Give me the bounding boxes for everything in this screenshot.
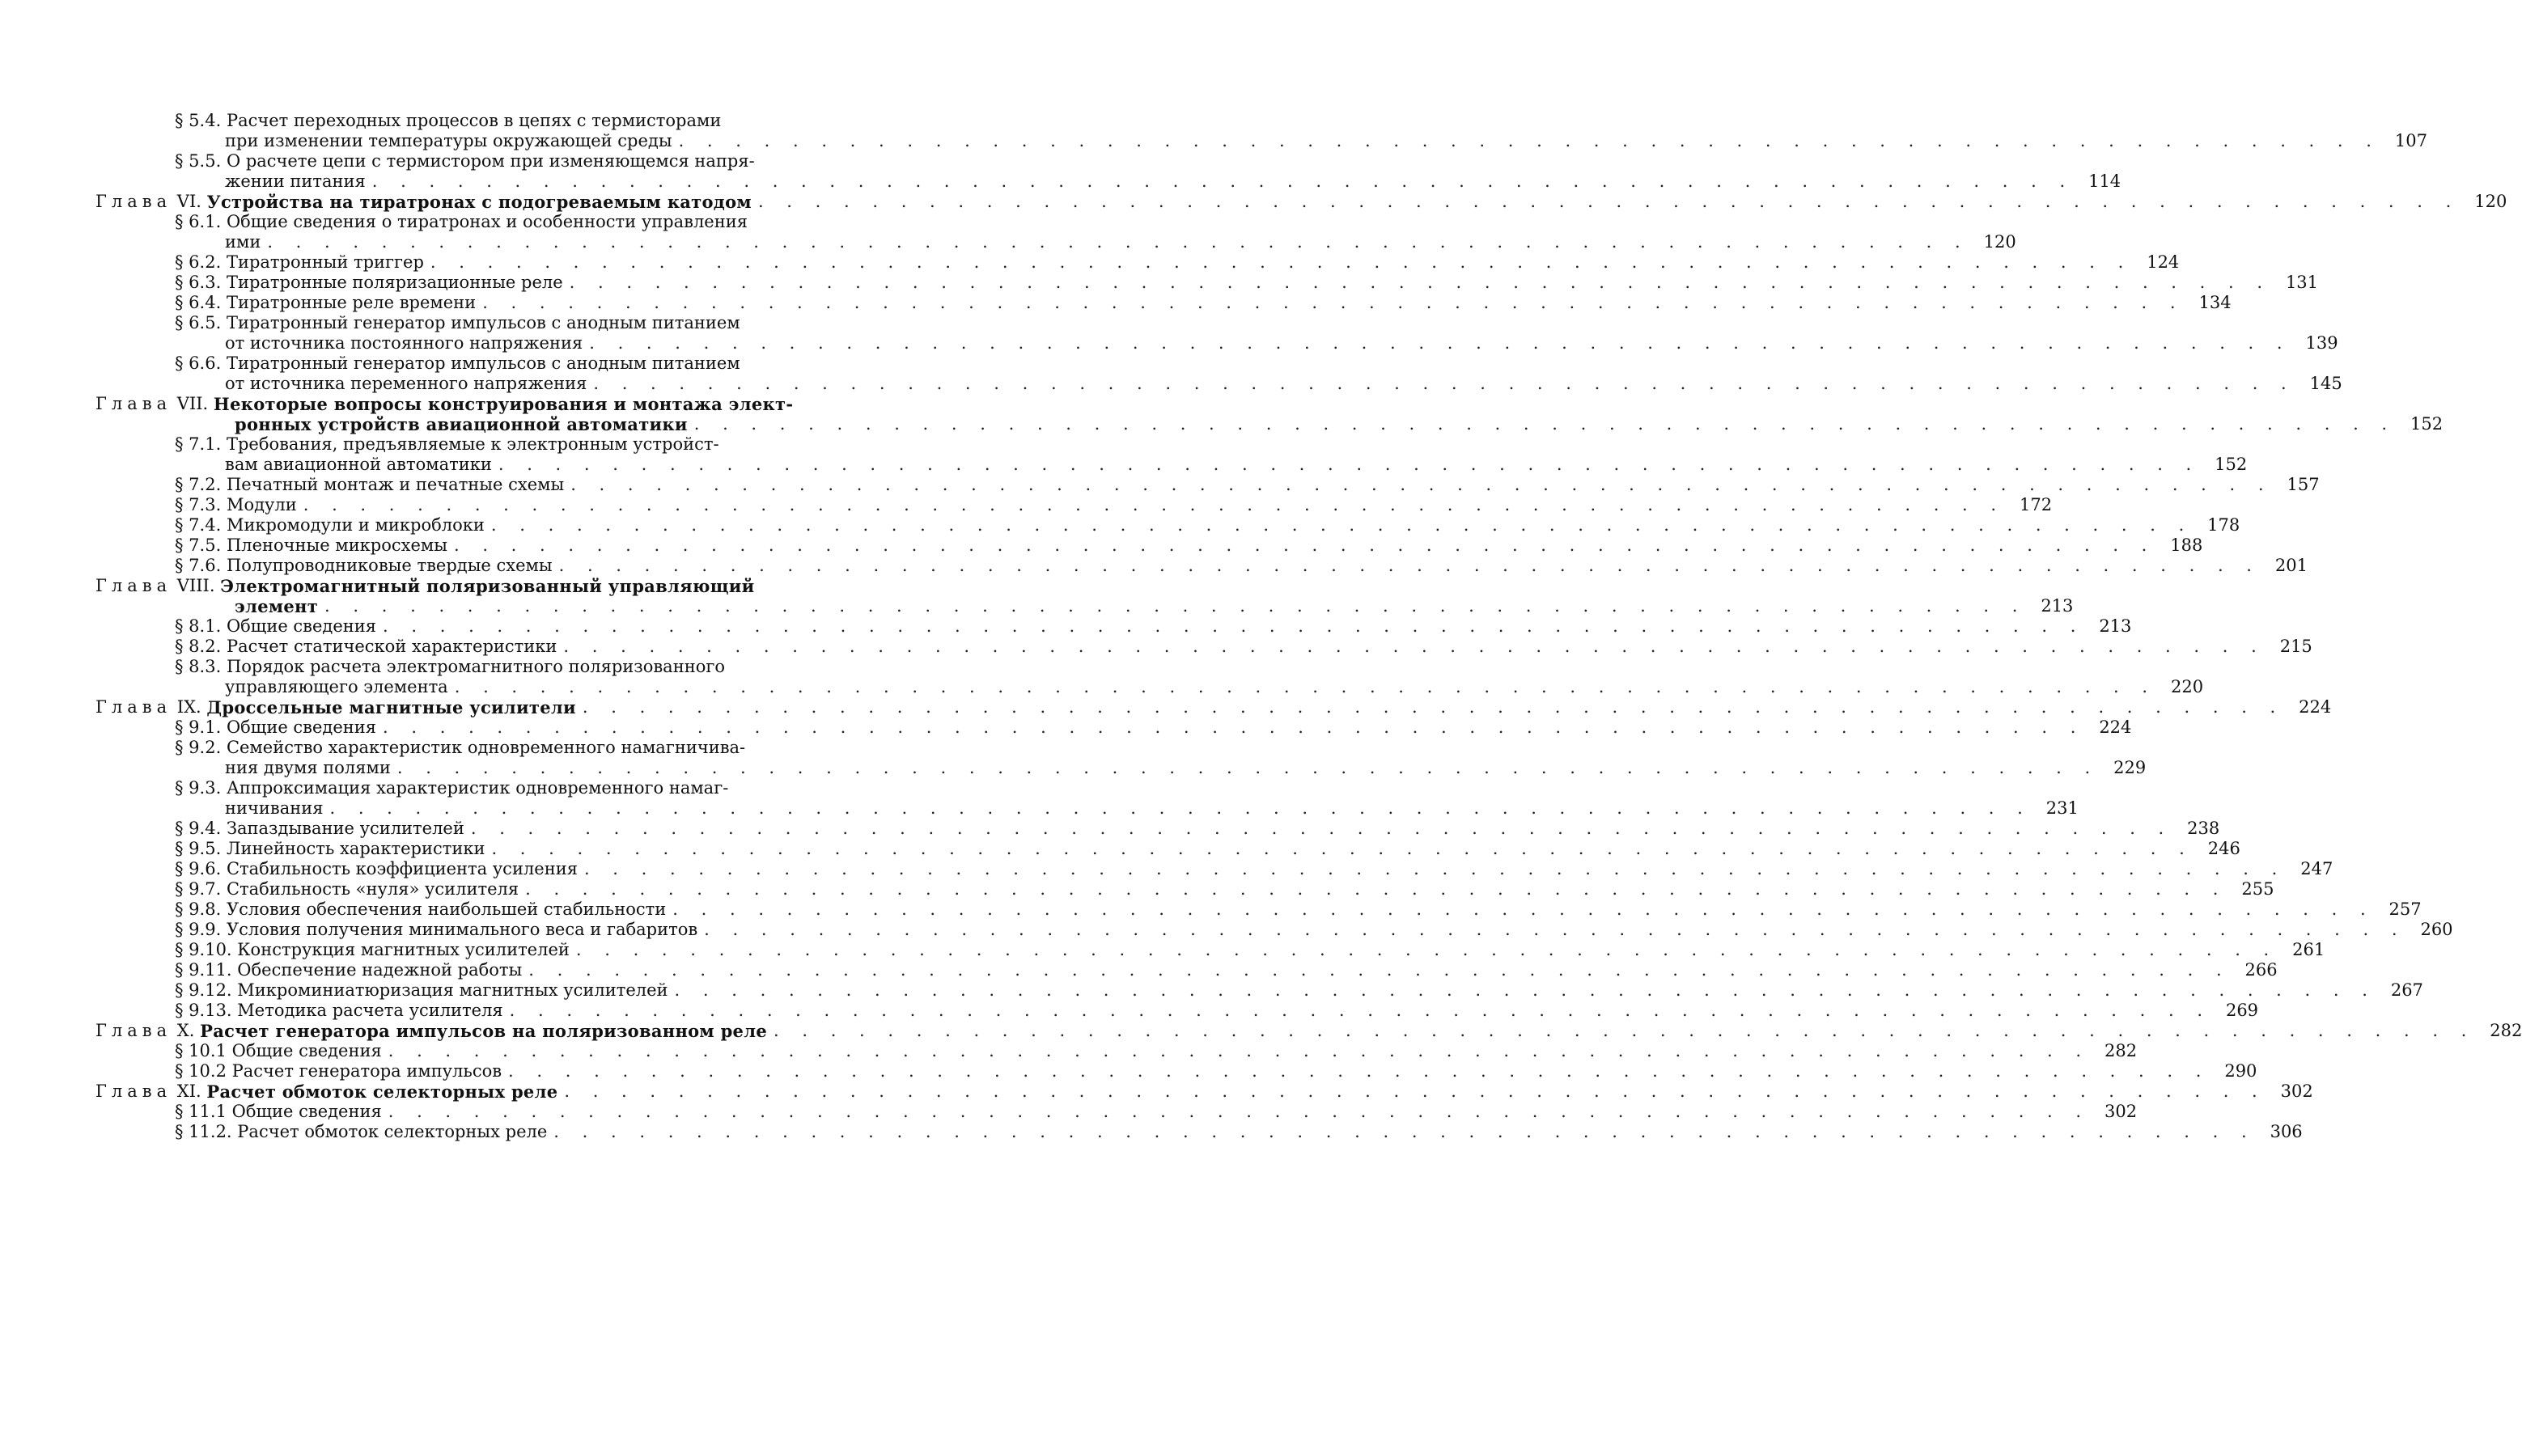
section-number: § 10.2 (175, 1061, 227, 1081)
page-number: 131 (2285, 273, 2319, 292)
section-entry (95, 353, 840, 374)
section-entry (95, 899, 2422, 920)
page-number: 267 (2390, 980, 2423, 1000)
section-title: Общие сведения (226, 616, 377, 636)
entry-continuation (95, 171, 2121, 192)
section-title: Полупроводниковые твердые схемы (226, 556, 553, 575)
entry-continuation (95, 758, 2147, 778)
chapter-title: Устройства на тиратронах с подогреваемым катодом (206, 192, 752, 212)
page-number: 290 (2224, 1061, 2257, 1081)
section-number: § 9.11. (175, 960, 232, 980)
chapter-title: ронных устройств авиационной автоматики (235, 414, 688, 434)
section-title: ими (225, 232, 261, 252)
page-number: 266 (2244, 960, 2278, 980)
section-title: Пленочные микросхемы (226, 535, 447, 555)
page-number: 224 (2299, 697, 2332, 717)
section-entry (95, 1061, 2257, 1081)
section-title: Печатный монтаж и печатные схемы (226, 475, 565, 494)
section-title: от источника постоянного напряжения (225, 333, 583, 353)
section-title: Семейство характеристик одновременного намагничива- (226, 738, 746, 757)
chapter-entry (95, 394, 840, 414)
section-title: ничивания (225, 798, 324, 818)
chapter-number: VI. (176, 192, 201, 211)
entry-continuation (95, 333, 2338, 353)
dot-leader: . . . . . . . . . . . . . . . . . . . . . . . . . . . . . . . . . . . . . . . . . . . . . . . . . . . . . . . . . . . . (704, 920, 2406, 939)
entry-continuation (95, 677, 2204, 697)
dot-leader: . . . . . . . . . . . . . . . . . . . . . . . . . . . . . . . . . . . . . . . . . . . . . . . . . . . . . . . . . . . . (570, 475, 2273, 494)
page-number: 302 (2104, 1102, 2138, 1121)
dot-leader: . . . . . . . . . . . . . . . . . . . . . . . . . . . . . . . . . . . . . . . . . . . . . . . . . . . . . . . . . . . . (569, 273, 2272, 292)
page-number: 172 (2020, 495, 2053, 514)
section-entry (95, 859, 2333, 879)
dot-leader: . . . . . . . . . . . . . . . . . . . . . . . . . . . . . . . . . . . . . . . . . . . . . . . . . . . . . . . . . . . . (553, 1122, 2256, 1141)
entry-continuation (95, 131, 2427, 151)
section-entry (95, 475, 2320, 495)
section-number: § 7.4. (175, 515, 222, 535)
section-title: Расчет обмоток селекторных реле (237, 1122, 548, 1141)
section-title: Общие сведения (231, 1041, 382, 1060)
section-number: § 9.5. (175, 839, 222, 858)
page-number: 257 (2388, 899, 2422, 919)
section-title: жении питания (225, 171, 366, 191)
dot-leader: . . . . . . . . . . . . . . . . . . . . . . . . . . . . . . . . . . . . . . . . . . . . . . . . . . . . . . . . . . . . (757, 192, 2461, 211)
section-entry (95, 1041, 2138, 1061)
dot-leader: . . . . . . . . . . . . . . . . . . . . . . . . . . . . . . . . . . . . . . . . . . . . . . . . . . . . . . . . . . . . (678, 131, 2380, 150)
section-title: вам авиационной автоматики (225, 455, 492, 474)
chapter-number: IX. (176, 697, 201, 717)
dot-leader: . . . . . . . . . . . . . . . . . . . . . . . . . . . . . . . . . . . . . . . . . . . . . . . . . . . . . . . . . . . . (383, 616, 2085, 636)
page-number: 261 (2292, 940, 2325, 959)
section-title: от источника переменного напряжения (225, 374, 587, 393)
section-title: Микромодули и микроблоки (226, 515, 485, 535)
section-number: § 9.10. (175, 940, 232, 959)
page-number: 213 (2041, 596, 2074, 616)
section-title: Аппроксимация характеристик одновременного намаг- (226, 778, 729, 798)
table-of-contents (95, 111, 2522, 1142)
chapter-entry (95, 1021, 2522, 1041)
section-number: § 5.5. (175, 151, 222, 171)
dot-leader: . . . . . . . . . . . . . . . . . . . . . . . . . . . . . . . . . . . . . . . . . . . . . . . . . . . . . . . . . . . . (430, 252, 2133, 272)
page-number: 255 (2241, 879, 2274, 899)
section-entry (95, 616, 2132, 637)
section-title: Расчет переходных процессов в цепях с термисторами (226, 111, 722, 130)
section-title: при изменении температуры окружающей среды (225, 131, 672, 150)
page-number: 231 (2045, 798, 2079, 818)
chapter-title: Расчет обмоток селекторных реле (206, 1081, 558, 1102)
section-number: § 9.6. (175, 859, 222, 878)
section-number: § 7.2. (175, 475, 222, 494)
entry-continuation (95, 414, 2444, 434)
page-number: 302 (2280, 1081, 2313, 1101)
section-number: § 10.1 (175, 1041, 227, 1060)
page-number: 120 (1983, 232, 2016, 252)
chapter-entry (95, 192, 2507, 212)
chapter-number: VII. (176, 394, 209, 413)
section-entry (95, 313, 840, 333)
page-number: 306 (2270, 1122, 2303, 1141)
section-title: Тиратронный триггер (226, 252, 424, 272)
section-entry (95, 637, 2312, 657)
dot-leader: . . . . . . . . . . . . . . . . . . . . . . . . . . . . . . . . . . . . . . . . . . . . . . . . . . . . . . . . . . . . (470, 819, 2173, 838)
section-number: § 7.1. (175, 434, 222, 454)
section-entry (95, 657, 840, 677)
section-title: Расчет генератора импульсов (231, 1061, 502, 1081)
section-number: § 9.2. (175, 738, 222, 757)
section-entry (95, 717, 2132, 738)
dot-leader: . . . . . . . . . . . . . . . . . . . . . . . . . . . . . . . . . . . . . . . . . . . . . . . . . . . . . . . . . . . . (490, 515, 2194, 535)
entry-continuation (95, 232, 2016, 252)
page-number: 282 (2104, 1041, 2138, 1060)
chapter-word: Глава (95, 576, 172, 595)
section-entry (95, 920, 2453, 940)
page-number: 213 (2099, 616, 2132, 636)
section-number: § 8.1. (175, 616, 222, 636)
section-entry (95, 960, 2278, 980)
dot-leader: . . . . . . . . . . . . . . . . . . . . . . . . . . . . . . . . . . . . . . . . . . . . . . . . . . . . . . . . . . . . (454, 677, 2157, 696)
dot-leader: . . . . . . . . . . . . . . . . . . . . . . . . . . . . . . . . . . . . . . . . . . . . . . . . . . . . . . . . . . . . (396, 758, 2100, 777)
section-entry (95, 1001, 2259, 1021)
dot-leader: . . . . . . . . . . . . . . . . . . . . . . . . . . . . . . . . . . . . . . . . . . . . . . . . . . . . . . . . . . . . (583, 859, 2287, 878)
chapter-number: X. (176, 1021, 195, 1040)
section-entry (95, 212, 840, 232)
entry-continuation (95, 798, 2079, 819)
chapter-word: Глава (95, 697, 172, 717)
section-title: Условия обеспечения наибольшей стабильности (226, 899, 667, 919)
page-number: 282 (2490, 1021, 2522, 1040)
dot-leader: . . . . . . . . . . . . . . . . . . . . . . . . . . . . . . . . . . . . . . . . . . . . . . . . . . . . . . . . . . . . (491, 839, 2194, 858)
page-number: 215 (2279, 637, 2312, 656)
section-title: Тиратронные поляризационные реле (226, 273, 563, 292)
section-title: Общие сведения (226, 717, 377, 737)
chapter-word: Глава (95, 192, 172, 211)
dot-leader: . . . . . . . . . . . . . . . . . . . . . . . . . . . . . . . . . . . . . . . . . . . . . . . . . . . . . . . . . . . . (383, 717, 2085, 737)
page-number: 178 (2207, 515, 2240, 535)
dot-leader: . . . . . . . . . . . . . . . . . . . . . . . . . . . . . . . . . . . . . . . . . . . . . . . . . . . . . . . . . . . . (558, 556, 2261, 575)
page-number: 152 (2215, 455, 2248, 474)
section-title: Порядок расчета электромагнитного поляризованного (226, 657, 725, 676)
section-number: § 9.7. (175, 879, 222, 899)
page-number: 139 (2305, 333, 2338, 353)
page-number: 124 (2147, 252, 2180, 272)
section-title: Стабильность коэффициента усиления (226, 859, 578, 878)
section-title: Общие сведения (231, 1102, 382, 1121)
page-number: 157 (2287, 475, 2320, 494)
page-number: 152 (2410, 414, 2444, 434)
dot-leader: . . . . . . . . . . . . . . . . . . . . . . . . . . . . . . . . . . . . . . . . . . . . . . . . . . . . . . . . . . . . (575, 940, 2278, 959)
dot-leader: . . . . . . . . . . . . . . . . . . . . . . . . . . . . . . . . . . . . . . . . . . . . . . . . . . . . . . . . . . . . (303, 495, 2006, 514)
dot-leader: . . . . . . . . . . . . . . . . . . . . . . . . . . . . . . . . . . . . . . . . . . . . . . . . . . . . . . . . . . . . (589, 333, 2291, 353)
section-entry (95, 495, 2053, 515)
section-number: § 6.2. (175, 252, 222, 272)
section-title: Стабильность «нуля» усилителя (226, 879, 519, 899)
chapter-title: элемент (235, 596, 319, 616)
section-number: § 9.4. (175, 819, 222, 838)
dot-leader: . . . . . . . . . . . . . . . . . . . . . . . . . . . . . . . . . . . . . . . . . . . . . . . . . . . . . . . . . . . . (482, 293, 2185, 312)
section-title: Тиратронные реле времени (226, 293, 477, 312)
page-number: 145 (2309, 374, 2342, 393)
section-number: § 6.5. (175, 313, 222, 332)
chapter-title: Расчет генератора импульсов на поляризованном реле (200, 1021, 767, 1041)
section-number: § 7.5. (175, 535, 222, 555)
page-number: 201 (2274, 556, 2308, 575)
entry-continuation (95, 374, 2342, 394)
page-number: 134 (2198, 293, 2232, 312)
page-number: 220 (2171, 677, 2204, 696)
section-number: § 6.1. (175, 212, 222, 231)
dot-leader: . . . . . . . . . . . . . . . . . . . . . . . . . . . . . . . . . . . . . . . . . . . . . . . . . . . . . . . . . . . . (509, 1001, 2212, 1020)
chapter-title: Электромагнитный поляризованный управляющий (220, 576, 755, 596)
section-entry (95, 980, 2423, 1001)
section-title: Конструкция магнитных усилителей (237, 940, 570, 959)
page-number: 188 (2170, 535, 2203, 555)
dot-leader: . . . . . . . . . . . . . . . . . . . . . . . . . . . . . . . . . . . . . . . . . . . . . . . . . . . . . . . . . . . . (693, 414, 2397, 434)
section-number: § 8.2. (175, 637, 222, 656)
section-number: § 11.2. (175, 1122, 232, 1141)
section-title: Линейность характеристики (226, 839, 485, 858)
section-title: Требования, предъявляемые к электронным устройст- (226, 434, 719, 454)
section-entry (95, 940, 2325, 960)
page-number: 246 (2207, 839, 2240, 858)
section-entry (95, 1102, 2138, 1122)
page-number: 114 (2088, 171, 2121, 191)
section-number: § 9.1. (175, 717, 222, 737)
section-entry (95, 252, 2180, 273)
dot-leader: . . . . . . . . . . . . . . . . . . . . . . . . . . . . . . . . . . . . . . . . . . . . . . . . . . . . . . . . . . . . (388, 1102, 2091, 1121)
section-entry (95, 273, 2319, 293)
section-number: § 11.1 (175, 1102, 227, 1121)
section-title: Тиратронный генератор импульсов с анодным питанием (226, 353, 740, 373)
chapter-entry (95, 1081, 2313, 1102)
section-entry (95, 515, 2240, 535)
section-title: Запаздывание усилителей (226, 819, 464, 838)
entry-continuation (95, 455, 2248, 475)
dot-leader: . . . . . . . . . . . . . . . . . . . . . . . . . . . . . . . . . . . . . . . . . . . . . . . . . . . . . . . . . . . . (329, 798, 2032, 818)
dot-leader: . . . . . . . . . . . . . . . . . . . . . . . . . . . . . . . . . . . . . . . . . . . . . . . . . . . . . . . . . . . . (324, 596, 2027, 616)
section-number: § 9.8. (175, 899, 222, 919)
section-entry (95, 778, 840, 798)
section-number: § 7.3. (175, 495, 222, 514)
section-entry (95, 535, 2203, 556)
section-title: Модули (226, 495, 297, 514)
dot-leader: . . . . . . . . . . . . . . . . . . . . . . . . . . . . . . . . . . . . . . . . . . . . . . . . . . . . . . . . . . . . (453, 535, 2156, 555)
section-number: § 6.4. (175, 293, 222, 312)
section-title: Микроминиатюризация магнитных усилителей (237, 980, 668, 1000)
dot-leader: . . . . . . . . . . . . . . . . . . . . . . . . . . . . . . . . . . . . . . . . . . . . . . . . . . . . . . . . . . . . (582, 697, 2285, 717)
chapter-entry (95, 576, 840, 596)
section-title: О расчете цепи с термистором при изменяющемся напря- (226, 151, 755, 171)
page-number: 107 (2394, 131, 2427, 150)
section-number: § 9.13. (175, 1001, 232, 1020)
dot-leader: . . . . . . . . . . . . . . . . . . . . . . . . . . . . . . . . . . . . . . . . . . . . . . . . . . . . . . . . . . . . (563, 637, 2266, 656)
dot-leader: . . . . . . . . . . . . . . . . . . . . . . . . . . . . . . . . . . . . . . . . . . . . . . . . . . . . . . . . . . . . (388, 1041, 2091, 1060)
dot-leader: . . . . . . . . . . . . . . . . . . . . . . . . . . . . . . . . . . . . . . . . . . . . . . . . . . . . . . . . . . . . (525, 879, 2227, 899)
chapter-title: Дроссельные магнитные усилители (206, 697, 576, 717)
section-number: § 6.6. (175, 353, 222, 373)
dot-leader: . . . . . . . . . . . . . . . . . . . . . . . . . . . . . . . . . . . . . . . . . . . . . . . . . . . . . . . . . . . . (528, 960, 2231, 980)
dot-leader: . . . . . . . . . . . . . . . . . . . . . . . . . . . . . . . . . . . . . . . . . . . . . . . . . . . . . . . . . . . . (564, 1081, 2266, 1101)
page-number: 260 (2420, 920, 2453, 939)
section-number: § 6.3. (175, 273, 222, 292)
section-entry (95, 738, 840, 758)
chapter-word: Глава (95, 1021, 172, 1040)
page-number: 120 (2474, 192, 2507, 211)
section-title: ния двумя полями (225, 758, 391, 777)
section-number: § 9.9. (175, 920, 222, 939)
dot-leader: . . . . . . . . . . . . . . . . . . . . . . . . . . . . . . . . . . . . . . . . . . . . . . . . . . . . . . . . . . . . (371, 171, 2075, 191)
section-entry (95, 151, 840, 171)
section-title: Тиратронный генератор импульсов с анодным питанием (226, 313, 740, 332)
section-title: Общие сведения о тиратронах и особенности управления (226, 212, 748, 231)
dot-leader: . . . . . . . . . . . . . . . . . . . . . . . . . . . . . . . . . . . . . . . . . . . . . . . . . . . . . . . . . . . . (674, 980, 2376, 1000)
section-entry (95, 879, 2274, 899)
dot-leader: . . . . . . . . . . . . . . . . . . . . . . . . . . . . . . . . . . . . . . . . . . . . . . . . . . . . . . . . . . . . (774, 1021, 2476, 1040)
section-entry (95, 819, 2220, 839)
section-entry (95, 293, 2232, 313)
chapter-number: XI. (176, 1081, 201, 1101)
section-title: Расчет статической характеристики (226, 637, 557, 656)
chapter-word: Глава (95, 1081, 172, 1101)
chapter-entry (95, 697, 2332, 717)
chapter-number: VIII. (176, 576, 215, 595)
entry-continuation (95, 596, 2074, 616)
section-number: § 9.3. (175, 778, 222, 798)
section-entry (95, 111, 840, 131)
page-number: 224 (2099, 717, 2132, 737)
section-entry (95, 434, 840, 455)
page-number: 269 (2225, 1001, 2259, 1020)
section-number: § 7.6. (175, 556, 222, 575)
dot-leader: . . . . . . . . . . . . . . . . . . . . . . . . . . . . . . . . . . . . . . . . . . . . . . . . . . . . . . . . . . . . (508, 1061, 2210, 1081)
section-entry (95, 1122, 2303, 1142)
section-entry (95, 839, 2240, 859)
page-number: 238 (2187, 819, 2220, 838)
section-entry (95, 556, 2308, 576)
section-number: § 9.12. (175, 980, 232, 1000)
dot-leader: . . . . . . . . . . . . . . . . . . . . . . . . . . . . . . . . . . . . . . . . . . . . . . . . . . . . . . . . . . . . (498, 455, 2201, 474)
dot-leader: . . . . . . . . . . . . . . . . . . . . . . . . . . . . . . . . . . . . . . . . . . . . . . . . . . . . . . . . . . . . (672, 899, 2375, 919)
section-title: Обеспечение надежной работы (237, 960, 523, 980)
dot-leader: . . . . . . . . . . . . . . . . . . . . . . . . . . . . . . . . . . . . . . . . . . . . . . . . . . . . . . . . . . . . (267, 232, 1969, 252)
dot-leader: . . . . . . . . . . . . . . . . . . . . . . . . . . . . . . . . . . . . . . . . . . . . . . . . . . . . . . . . . . . . (593, 374, 2295, 393)
section-title: управляющего элемента (225, 677, 448, 696)
section-number: § 5.4. (175, 111, 222, 130)
section-title: Методика расчета усилителя (237, 1001, 503, 1020)
section-title: Условия получения минимального веса и габаритов (226, 920, 698, 939)
chapter-word: Глава (95, 394, 172, 413)
chapter-title: Некоторые вопросы конструирования и монтажа элект- (213, 394, 794, 414)
page-number: 247 (2300, 859, 2333, 878)
page-number: 229 (2113, 758, 2147, 777)
section-number: § 8.3. (175, 657, 222, 676)
